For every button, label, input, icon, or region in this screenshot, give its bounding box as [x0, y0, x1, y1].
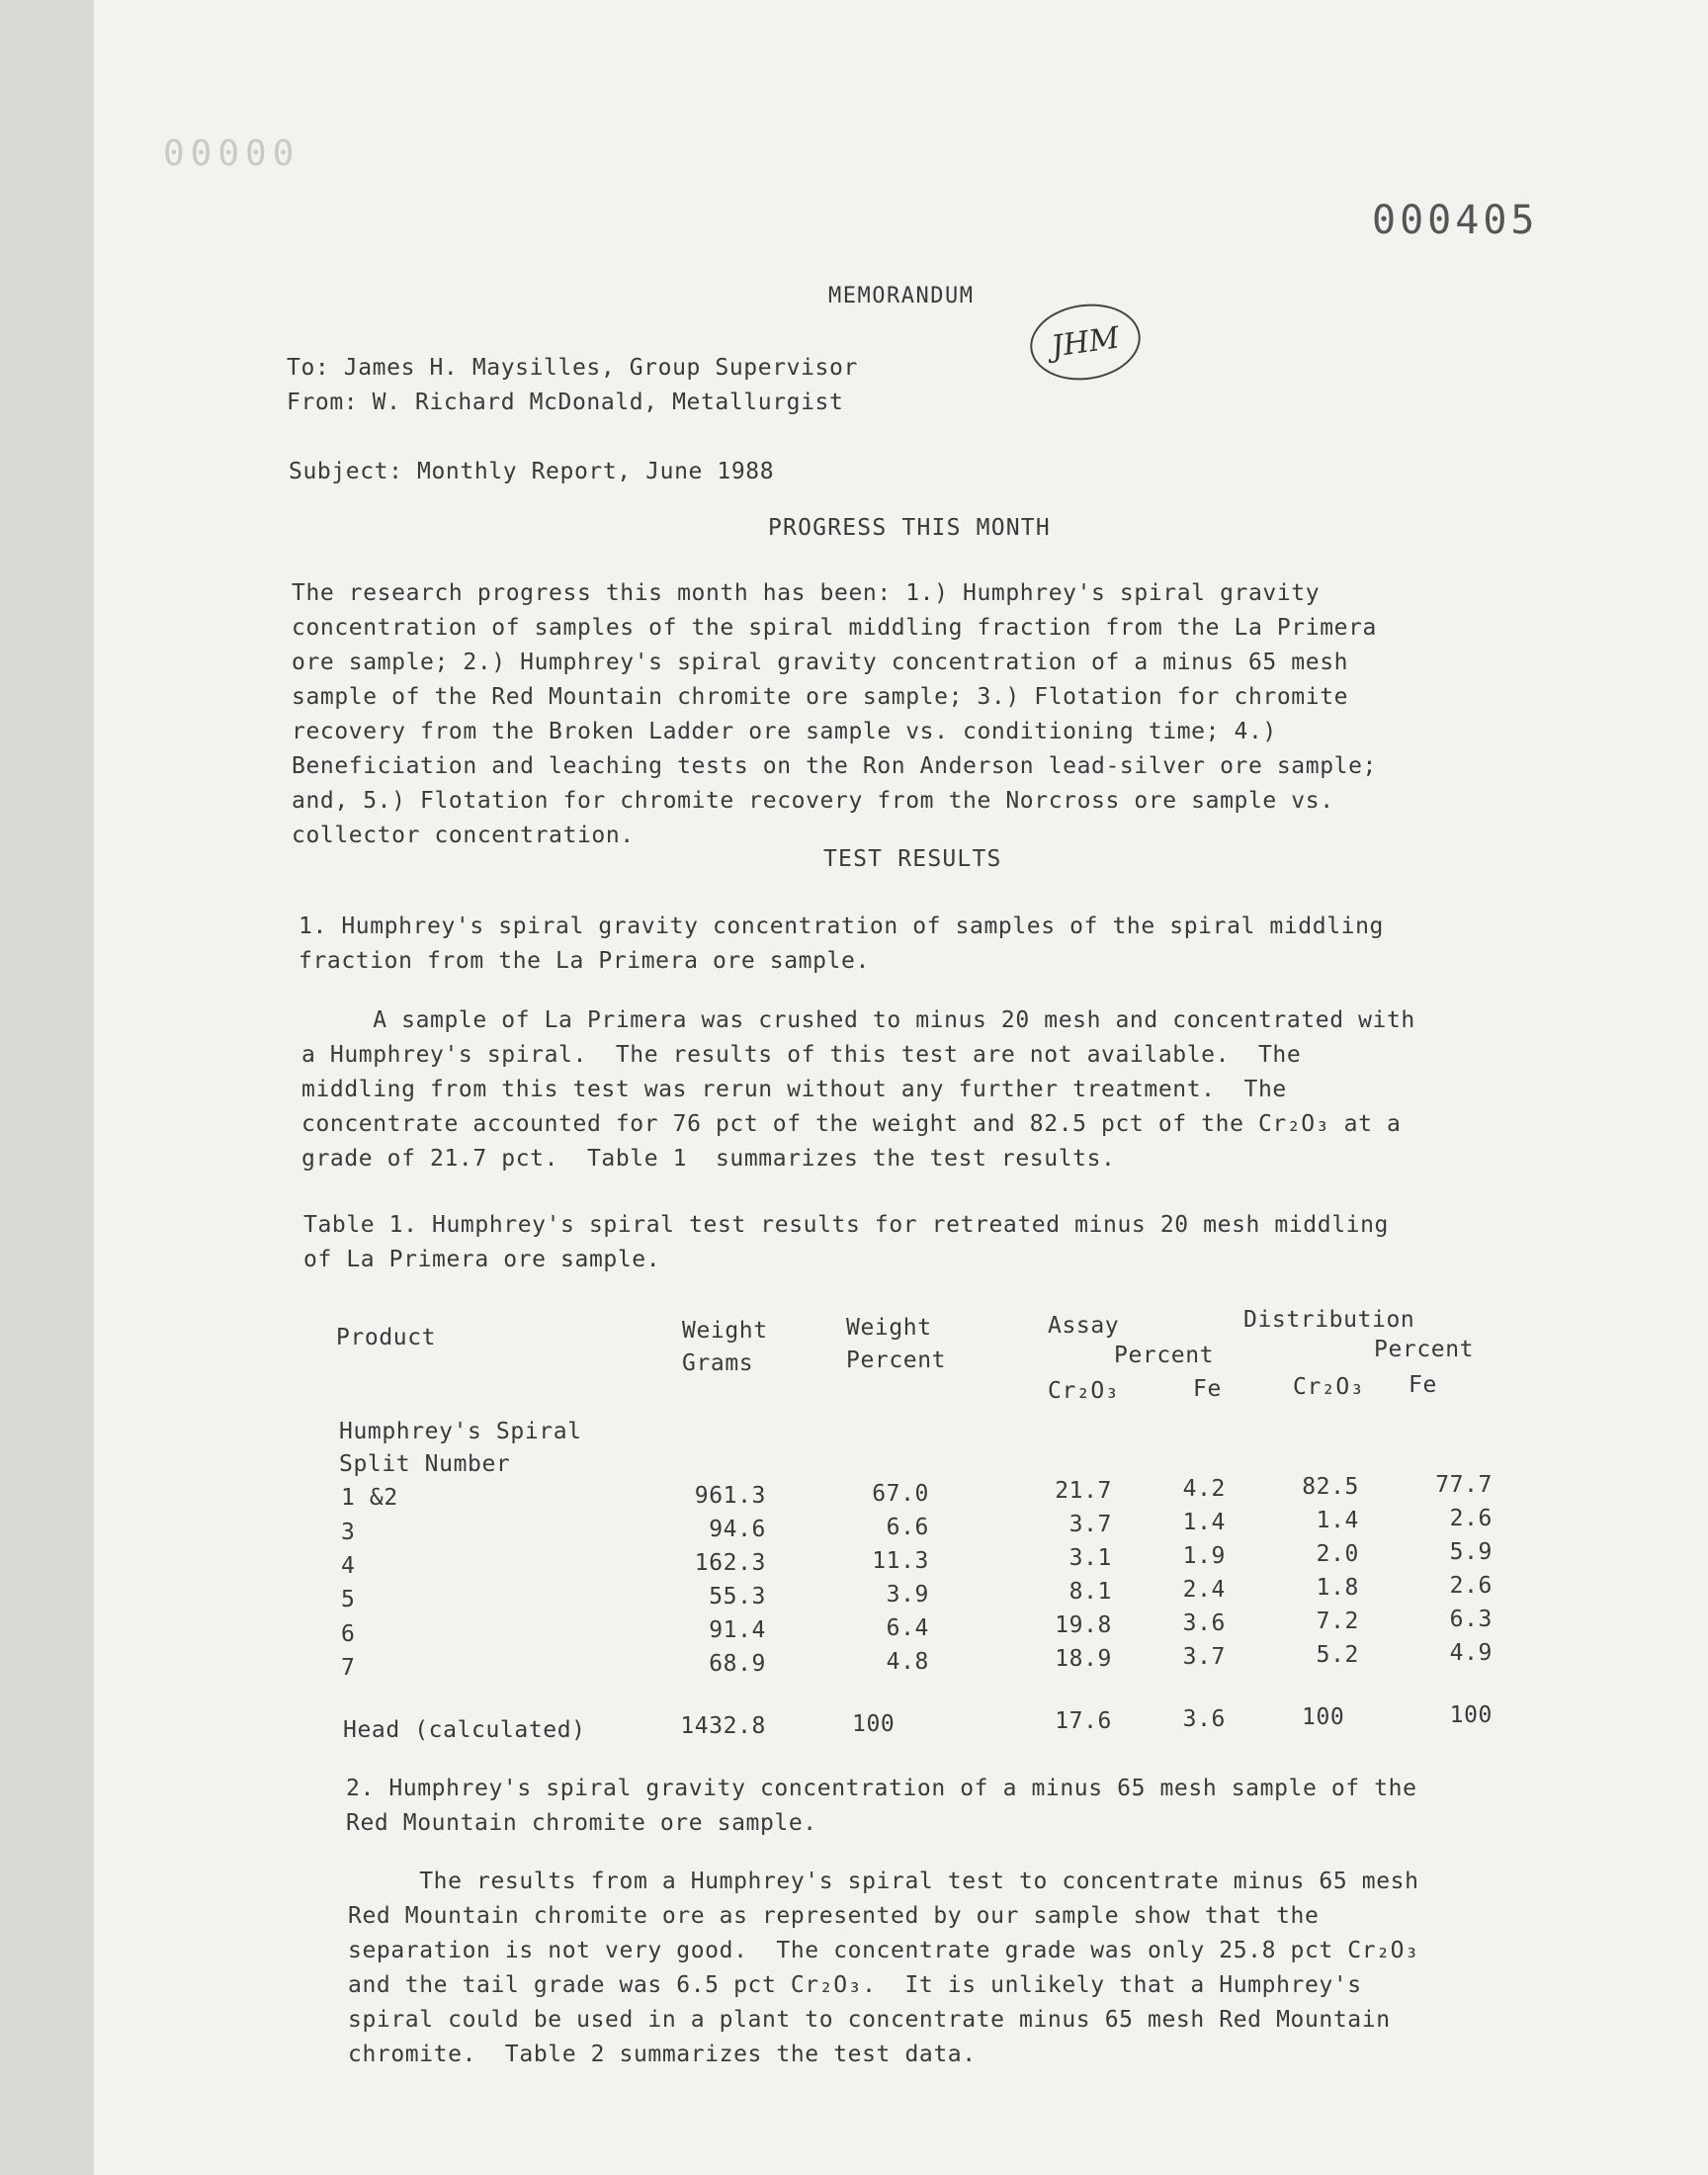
cell-dist-cr2o3: 5.2: [1316, 1642, 1359, 1668]
text-line: fraction from the La Primera ore sample.: [299, 948, 870, 974]
cell-assay-cr2o3: 3.1: [1068, 1545, 1112, 1571]
cell-assay-cr2o3: 21.7: [1055, 1478, 1112, 1504]
text-line: The research progress this month has been: 1.) Humphrey's spiral gravity: [292, 580, 1321, 606]
text-line: 2. Humphrey's spiral gravity concentration of a minus 65 mesh sample of the: [346, 1776, 1417, 1801]
cell-assay-cr2o3: 19.8: [1055, 1612, 1112, 1638]
cell-dist-fe: 100: [1449, 1702, 1493, 1728]
text-line: ore sample; 2.) Humphrey's spiral gravity concentration of a minus 65 mesh: [292, 650, 1349, 675]
cell-assay-cr2o3: 3.7: [1068, 1512, 1112, 1537]
text-line: sample of the Red Mountain chromite ore sample; 3.) Flotation for chromite: [292, 684, 1349, 710]
cell-assay-fe: 4.2: [1182, 1476, 1226, 1502]
cell-assay-fe: 1.9: [1182, 1543, 1226, 1569]
cell-product: Head (calculated): [343, 1717, 586, 1743]
cell-product: 4: [341, 1553, 356, 1579]
cell-weight-pct: 6.4: [886, 1615, 929, 1641]
col-header-weight-grams: Weight: [682, 1318, 768, 1344]
cell-product: 7: [341, 1655, 356, 1681]
cell-dist-cr2o3: 100: [1302, 1704, 1345, 1730]
col-header-product: Product: [336, 1325, 437, 1350]
cell-assay-cr2o3: 18.9: [1055, 1646, 1112, 1672]
cell-weight-pct: 6.6: [886, 1515, 929, 1540]
cell-dist-fe: 5.9: [1449, 1539, 1493, 1565]
cell-dist-fe: 77.7: [1435, 1472, 1493, 1498]
cell-dist-cr2o3: 2.0: [1316, 1541, 1359, 1567]
progress-heading: PROGRESS THIS MONTH: [768, 515, 1051, 541]
text-line: Red Mountain chromite ore as represented by our sample show that the: [348, 1903, 1320, 1929]
cell-weight-pct: 100: [852, 1711, 896, 1737]
cell-dist-fe: 6.3: [1449, 1607, 1493, 1632]
text-line: separation is not very good. The concentrate grade was only 25.8 pct Cr₂O₃: [348, 1938, 1419, 1963]
handwritten-initials: JHM: [1025, 298, 1145, 388]
progress-paragraph: [292, 576, 1377, 853]
text-line: collector concentration.: [292, 823, 635, 848]
cell-weight-pct: 67.0: [872, 1481, 929, 1507]
col-header-distribution-cr2o3: Cr₂O₃: [1293, 1374, 1365, 1400]
col-header-weight-percent-unit: Percent: [846, 1348, 947, 1373]
text-line: concentration of samples of the spiral middling fraction from the La Primera: [292, 615, 1377, 641]
cell-weight-pct: 3.9: [886, 1582, 929, 1608]
text-line: of La Primera ore sample.: [303, 1247, 661, 1272]
text-line: spiral could be used in a plant to concentrate minus 65 mesh Red Mountain: [348, 2007, 1391, 2033]
col-header-assay-percent: Percent: [1114, 1343, 1215, 1368]
cell-assay-fe: 3.6: [1182, 1610, 1226, 1636]
cell-assay-fe: 3.7: [1182, 1644, 1226, 1670]
memo-title: MEMORANDUM: [828, 284, 975, 308]
cell-product: 6: [341, 1621, 356, 1647]
text-line: concentrate accounted for 76 pct of the weight and 82.5 pct of the Cr₂O₃ at a: [301, 1111, 1402, 1137]
cell-product: 1 &2: [341, 1485, 398, 1511]
col-header-distribution-percent: Percent: [1374, 1337, 1475, 1362]
section-2-title: [346, 1772, 1417, 1841]
cell-weight-pct: 4.8: [886, 1649, 929, 1675]
cell-dist-fe: 4.9: [1449, 1640, 1493, 1666]
text-line: Red Mountain chromite ore sample.: [346, 1810, 817, 1836]
text-line: chromite. Table 2 summarizes the test data.: [348, 2042, 977, 2067]
table-1-caption: [303, 1208, 1389, 1277]
col-header-assay: Assay: [1048, 1313, 1120, 1339]
col-header-weight-grams-unit: Grams: [682, 1350, 754, 1376]
cell-product: 3: [341, 1520, 356, 1545]
section-1-paragraph: [301, 1003, 1415, 1176]
text-line: A sample of La Primera was crushed to minus 20 mesh and concentrated with: [301, 1007, 1415, 1033]
text-line: Table 1. Humphrey's spiral test results for retreated minus 20 mesh middling: [303, 1212, 1389, 1238]
faded-stamp: 00000: [163, 133, 300, 174]
cell-grams: 961.3: [694, 1483, 766, 1509]
results-heading: TEST RESULTS: [823, 846, 1002, 872]
text-line: 1. Humphrey's spiral gravity concentration of samples of the spiral middling: [299, 914, 1384, 939]
cell-grams: 68.9: [709, 1651, 766, 1677]
cell-assay-cr2o3: 8.1: [1068, 1579, 1112, 1605]
cell-grams: 55.3: [709, 1584, 766, 1610]
cell-weight-pct: 11.3: [872, 1548, 929, 1574]
text-line: middling from this test was rerun without any further treatment. The: [301, 1077, 1287, 1102]
cell-grams: 162.3: [694, 1550, 766, 1576]
col-header-weight-percent: Weight: [846, 1315, 932, 1341]
cell-grams: 94.6: [709, 1517, 766, 1542]
text-line: The results from a Humphrey's spiral test to concentrate minus 65 mesh: [348, 1869, 1419, 1894]
cell-assay-fe: 2.4: [1182, 1577, 1226, 1603]
subject-line: Subject: Monthly Report, June 1988: [289, 459, 775, 484]
col-header-assay-cr2o3: Cr₂O₃: [1048, 1378, 1120, 1404]
cell-dist-fe: 2.6: [1449, 1573, 1493, 1599]
cell-grams: 1432.8: [680, 1713, 766, 1739]
cell-assay-fe: 3.6: [1182, 1706, 1226, 1732]
cell-dist-cr2o3: 82.5: [1302, 1474, 1359, 1500]
text-line: grade of 21.7 pct. Table 1 summarizes the test results.: [301, 1146, 1116, 1172]
cell-assay-cr2o3: 17.6: [1055, 1708, 1112, 1734]
cell-grams: 91.4: [709, 1617, 766, 1643]
cell-dist-cr2o3: 1.8: [1316, 1575, 1359, 1601]
text-line: and the tail grade was 6.5 pct Cr₂O₃. It is unlikely that a Humphrey's: [348, 1972, 1362, 1998]
cell-product: 5: [341, 1587, 356, 1612]
to-line: To: James H. Maysilles, Group Supervisor: [287, 355, 858, 381]
col-header-assay-fe: Fe: [1193, 1376, 1222, 1402]
text-line: a Humphrey's spiral. The results of this test are not available. The: [301, 1042, 1302, 1068]
text-line: Beneficiation and leaching tests on the Ron Anderson lead-silver ore sample;: [292, 753, 1377, 779]
text-line: and, 5.) Flotation for chromite recovery from the Norcross ore sample vs.: [292, 788, 1334, 814]
col-header-distribution: Distribution: [1243, 1307, 1415, 1333]
cell-dist-cr2o3: 1.4: [1316, 1508, 1359, 1533]
text-line: recovery from the Broken Ladder ore sample vs. conditioning time; 4.): [292, 719, 1277, 744]
document-number: 000405: [1372, 198, 1539, 243]
cell-dist-fe: 2.6: [1449, 1506, 1493, 1531]
group-label: Split Number: [339, 1451, 511, 1477]
cell-assay-fe: 1.4: [1182, 1510, 1226, 1535]
col-header-distribution-fe: Fe: [1409, 1372, 1437, 1398]
group-label: Humphrey's Spiral: [339, 1419, 582, 1444]
cell-dist-cr2o3: 7.2: [1316, 1609, 1359, 1634]
section-2-paragraph: [348, 1865, 1419, 2072]
from-line: From: W. Richard McDonald, Metallurgist: [287, 390, 844, 415]
section-1-title: [299, 910, 1384, 979]
